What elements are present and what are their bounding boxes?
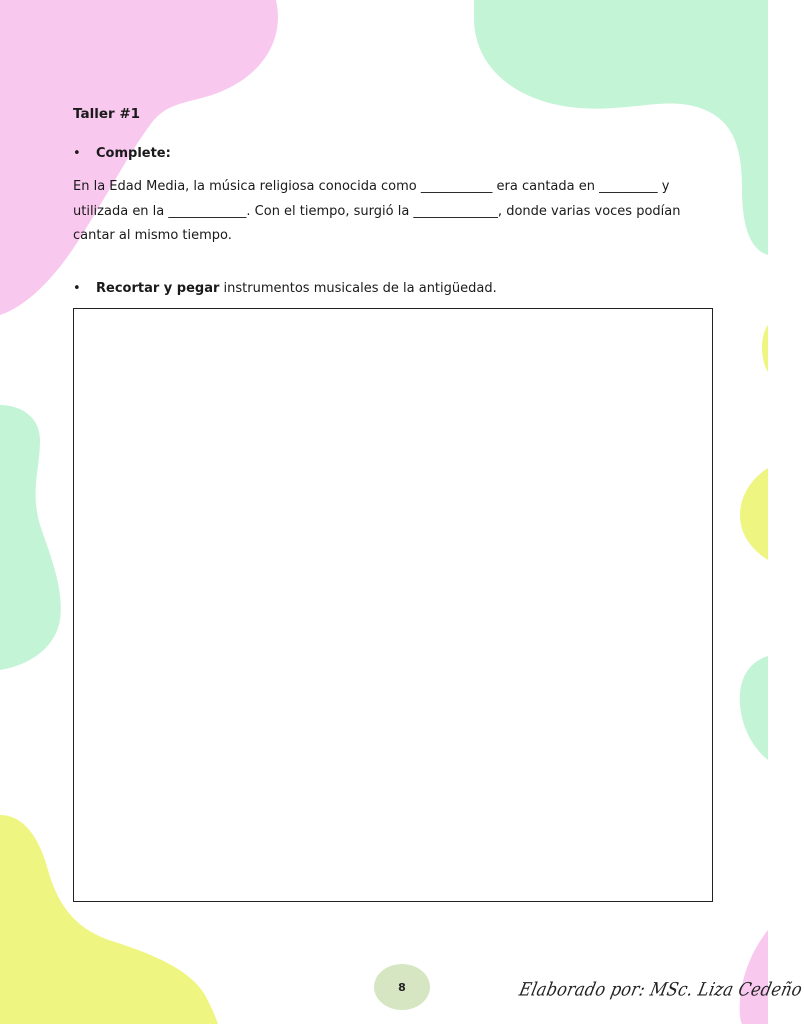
worksheet-content <box>73 104 713 299</box>
worksheet-title: Taller #1 <box>73 106 141 122</box>
bullet-dot-icon: • <box>73 280 81 296</box>
complete-bullet <box>73 144 713 164</box>
yellow-blob-right-small <box>762 325 768 372</box>
paste-area-box <box>73 308 713 902</box>
cut-paste-instruction: instrumentos musicales de la antigüedad. <box>219 280 497 296</box>
page-number-badge <box>374 964 430 1010</box>
cut-paste-bold-label: Recortar y pegar <box>96 280 220 296</box>
complete-label: Complete: <box>96 146 171 161</box>
mint-blob-right-lower <box>740 656 768 760</box>
yellow-blob-right <box>740 468 768 560</box>
mint-blob-left <box>0 405 61 670</box>
pink-blob-bottom-right <box>740 930 768 1024</box>
cut-paste-bullet <box>73 279 713 299</box>
fill-in-paragraph: En la Edad Media, la música religiosa conocida como ___________ era cantada en _________ y utilizada en la ____________. Con el tiempo, surgió la _____________, donde varias voces podían cantar al mismo tiempo. <box>73 179 681 243</box>
page-number: 8 <box>398 980 406 994</box>
author-credit: Elaborado por: MSc. Liza Cedeño <box>517 978 804 1000</box>
bullet-dot-icon: • <box>73 146 81 161</box>
